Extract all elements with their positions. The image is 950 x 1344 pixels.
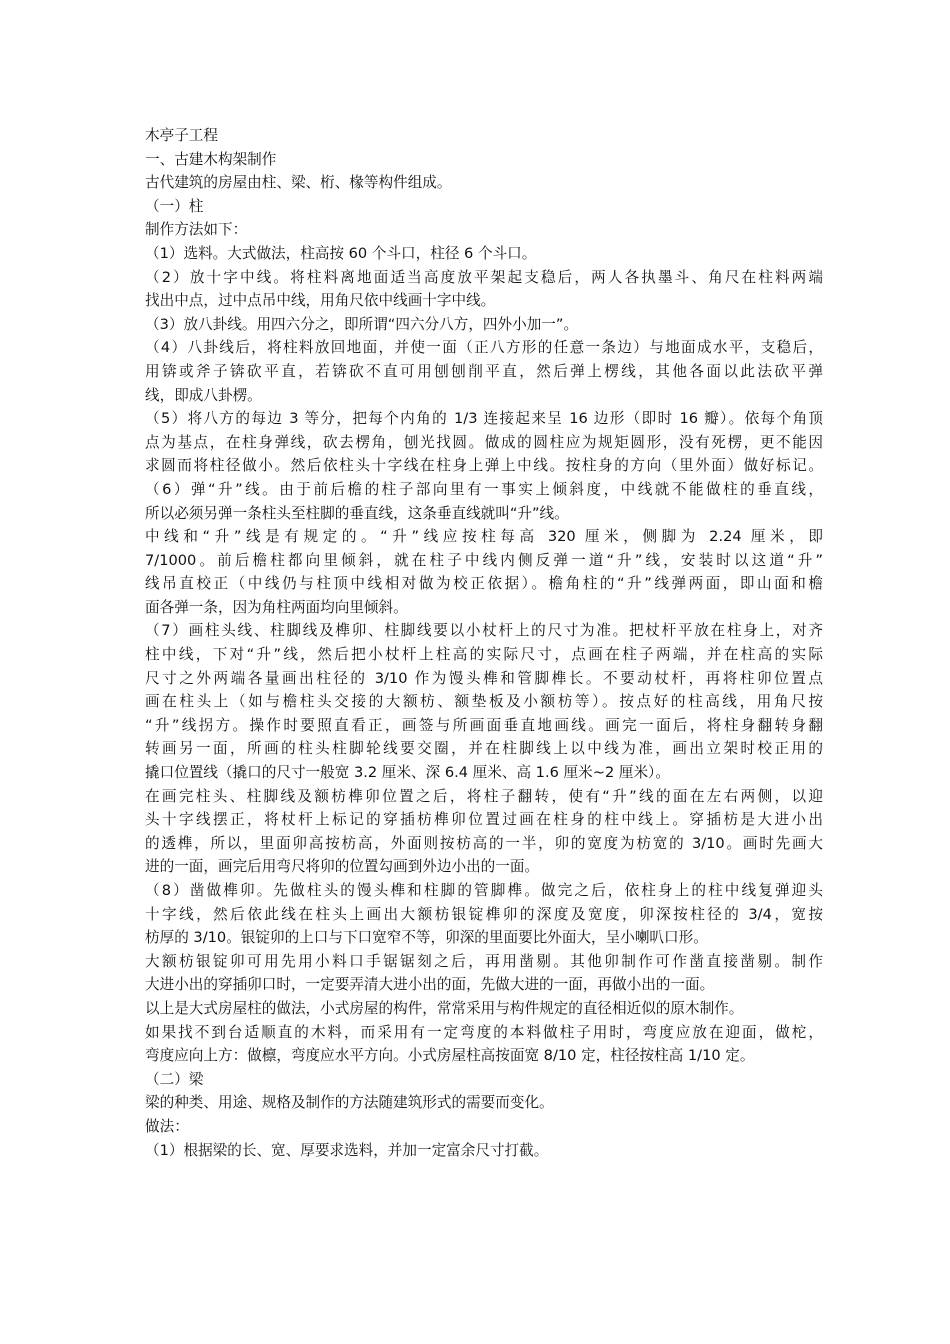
paragraph-line: 在画完柱头、柱脚线及额枋榫卯位置之后，将柱子翻转，使有“升”线的面在左右两侧，以迎 — [145, 787, 823, 805]
paragraph-line: 线，即成八卦楞。 — [145, 386, 262, 404]
paragraph-line: 所以必须另弹一条柱头至柱脚的垂直线，这条垂直线就叫“升”线。 — [145, 504, 569, 522]
paragraph-line: 大进小出的穿插卯口时，一定要弄清大进小出的面，先做大进的一面，再做小出的一面。 — [145, 976, 715, 994]
paragraph-line: 求圆而将柱径做小。然后依柱头十字线在柱身上弹上中线。按柱身的方向（里外面）做好标记。 — [145, 457, 823, 475]
paragraph-line: 的透榫，所以，里面卯高按枋高，外面则按枋高的一半，卯的宽度为枋宽的 3/10。画时先画大 — [145, 834, 823, 852]
paragraph-line: 画在柱头上（如与檐柱头交接的大额枋、额垫板及小额枋等）。按点好的柱高线，用角尺按 — [145, 693, 823, 711]
paragraph-line: （7）画柱头线、柱脚线及榫卯、柱脚线要以小杖杆上的尺寸为准。把杖杆平放在柱身上，对齐 — [145, 622, 823, 640]
paragraph-line: 中线和“升”线是有规定的。“升”线应按柱每高 320 厘米，侧脚为 2.24 厘米，即 — [145, 528, 823, 546]
paragraph-line: 找出中点，过中点吊中线，用角尺依中线画十字中线。 — [145, 292, 496, 310]
paragraph-line: 撬口位置线（撬口的尺寸一般宽 3.2 厘米、深 6.4 厘米、高 1.6 厘米~2 厘米）。 — [145, 764, 670, 782]
paragraph-line: 大额枋银锭卯可用先用小料口手锯锯刻之后，再用凿剔。其他卯制作可作凿直接凿剔。制作 — [145, 952, 823, 970]
paragraph-line: （8）凿做榫卯。先做柱头的馒头榫和柱脚的管脚榫。做完之后，依柱身上的柱中线复弹迎头 — [145, 882, 823, 899]
paragraph-line: （1）选料。大式做法，柱高按 60 个斗口，柱径 6 个斗口。 — [145, 244, 537, 262]
paragraph-line: 柱中线，下对“升”线，然后把小杖杆上柱高的实际尺寸，点画在柱子两端，并在柱高的实际 — [145, 646, 823, 664]
paragraph-line: 转画另一面，所画的柱头柱脚轮线要交圈，并在柱脚线上以中线为准，画出立架时校正用的 — [145, 740, 823, 758]
paragraph-line: （6）弹“升”线。由于前后檐的柱子部向里有一事实上倾斜度，中线就不能做柱的垂直线， — [145, 480, 823, 498]
paragraph-line: 弯度应向上方：做檩，弯度应水平方向。小式房屋柱高按面宽 8/10 定，柱径按柱高 1/10 定。 — [145, 1047, 755, 1065]
paragraph-line: 头十字线摆正，将杖杆上标记的穿插枋榫卯位置过画在柱身的柱中线上。穿插枋是大进小出 — [145, 811, 823, 829]
paragraph-line: 十字线，然后依此线在柱头上画出大额枋银锭榫卯的深度及宽度，卯深按柱径的 3/4，宽按 — [145, 905, 823, 923]
paragraph-line: 以上是大式房屋柱的做法，小式房屋的构件，常常采用与构件规定的直径相近似的原木制作。 — [145, 999, 744, 1017]
paragraph-line: 点为基点，在柱身弹线，砍去楞角，刨光找圆。做成的圆柱应为规矩圆形，没有死楞，更不能因 — [145, 433, 823, 451]
paragraph-line: 尺寸之外两端各量画出柱径的 3/10 作为馒头榫和管脚榫长。不要动杖杆，再将柱卯位置点 — [145, 669, 823, 687]
paragraph-line: 枋厚的 3/10。银锭卯的上口与下口宽窄不等，卯深的里面要比外面大，呈小喇叭口形。 — [145, 929, 708, 947]
paragraph-line: （1）根据梁的长、宽、厚要求选料，并加一定富余尺寸打截。 — [145, 1141, 549, 1159]
subsection-heading: （二）梁 — [145, 1070, 204, 1088]
paragraph-line: （5）将八方的每边 3 等分，把每个内角的 1/3 连接起来呈 16 边形（即时 16 瓣）。依每个角顶 — [145, 410, 823, 428]
section-heading: 一、古建木构架制作 — [145, 150, 277, 168]
paragraph-line: 梁的种类、用途、规格及制作的方法随建筑形式的需要而变化。 — [145, 1094, 554, 1112]
paragraph-line: 古代建筑的房屋由柱、梁、桁、椽等构件组成。 — [145, 174, 452, 192]
document-body — [145, 124, 823, 1162]
paragraph-line: 线吊直校正（中线仍与柱顶中线相对做为校正依据）。檐角柱的“升”线弹两面，即山面和檐 — [145, 575, 823, 593]
paragraph-line: “升”线拐方。操作时要照直看正，画签与所画面垂直地画线。画完一面后，将柱身翻转身翻 — [145, 716, 823, 734]
paragraph-line: 制作方法如下： — [145, 221, 248, 239]
paragraph-line: 做法： — [145, 1117, 189, 1135]
paragraph-line: 7/1000。前后檐柱都向里倾斜，就在柱子中线内侧反弹一道“升”线，安装时以这道“升” — [145, 551, 823, 569]
paragraph-line: （3）放八卦线。用四六分之，即所谓“四六分八方，四外小加一”。 — [145, 315, 579, 333]
paragraph-line: （4）八卦线后，将柱料放回地面，并使一面（正八方形的任意一条边）与地面成水平，支稳后， — [145, 339, 823, 357]
doc-title: 木亭子工程 — [145, 127, 218, 144]
paragraph-line: 进的一面，画完后用弯尺将卯的位置勾画到外边小出的一面。 — [145, 858, 540, 876]
paragraph-line: 用锛或斧子锛砍平直，若锛砍不直可用刨刨削平直，然后弹上楞线，其他各面以此法砍平弹 — [145, 362, 823, 380]
paragraph-line: 如果找不到台适顺直的木料，而采用有一定弯度的本料做柱子用时，弯度应放在迎面，做柁， — [145, 1023, 823, 1041]
subsection-heading: （一）柱 — [145, 197, 204, 215]
paragraph-line: 面各弹一条，因为角柱两面均向里倾斜。 — [145, 598, 408, 616]
paragraph-line: （2）放十字中线。将柱料离地面适当高度放平架起支稳后，两人各执墨斗、角尺在柱料两端 — [145, 268, 823, 286]
